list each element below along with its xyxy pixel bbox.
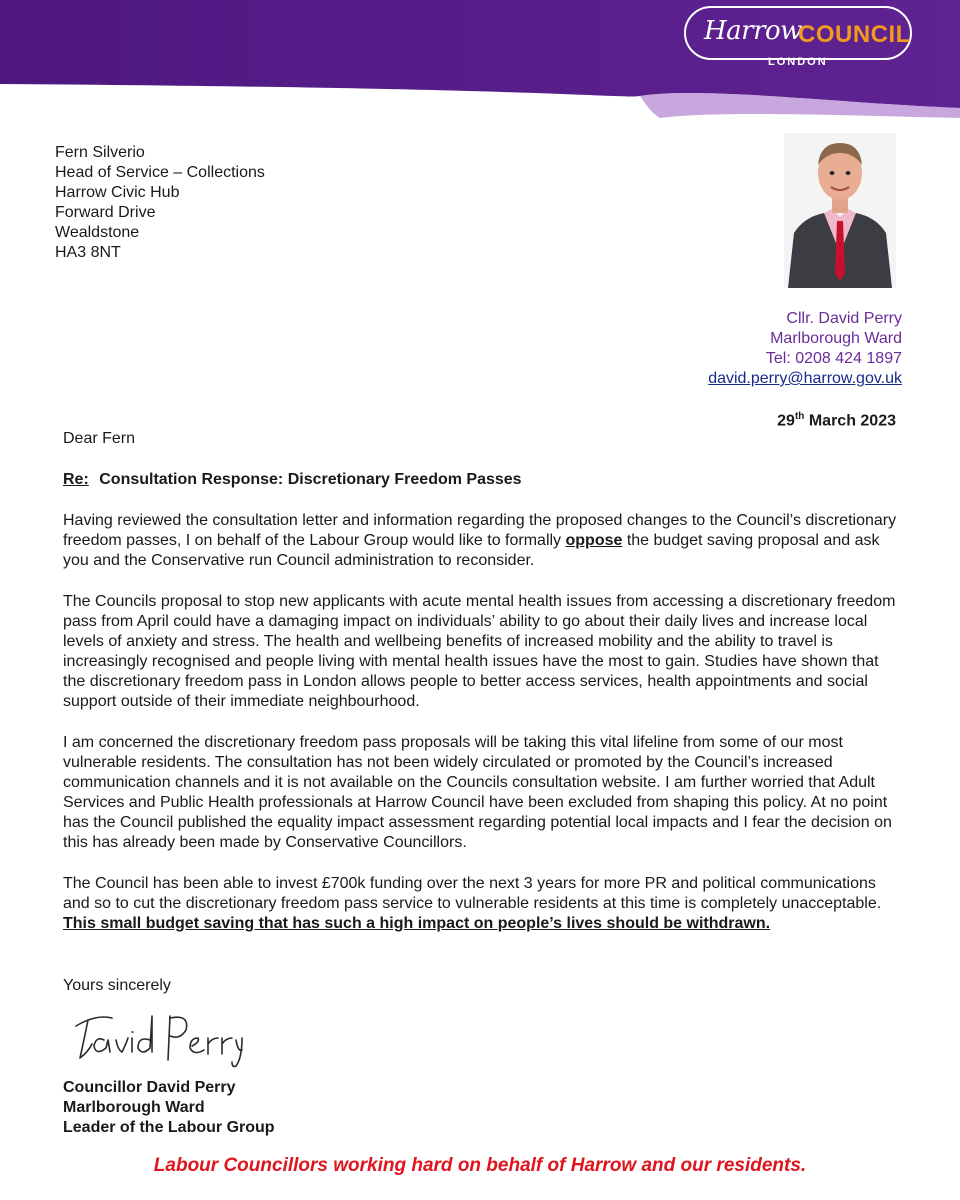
signoff-block [63, 1078, 275, 1138]
sender-ward: Marlborough Ward [770, 330, 902, 347]
subject-text: Consultation Response: Discretionary Freedom Passes [99, 471, 522, 488]
recipient-name: Fern Silverio [55, 144, 145, 161]
sender-name: Cllr. David Perry [786, 310, 902, 327]
body-paragraph-4 [63, 874, 903, 934]
sender-email-link[interactable]: david.perry@harrow.gov.uk [708, 370, 902, 387]
sender-phone: Tel: 0208 424 1897 [765, 350, 902, 367]
date-suffix: th [794, 411, 805, 422]
body-paragraph-2: The Councils proposal to stop new applicants with acute mental health issues from accessing a discretionary freedom pass from April could have a damaging impact on individuals’ ability to go about their daily lives and increase local levels of anxiety and stress. The health and wellbeing benefits of increased mobility and the ability to travel is increasingly recognised and people living with mental health issues have the most to gain. Studies have shown that the discretionary freedom pass in London allows people to better access services, health appointments and social support outside of their immediate neighbourhood. [63, 593, 896, 710]
recipient-address [55, 143, 265, 263]
recipient-title: Head of Service – Collections [55, 164, 265, 181]
body-paragraph-1 [63, 511, 903, 571]
sender-details [708, 309, 902, 389]
subject-line [63, 471, 522, 489]
recipient-address-line: Forward Drive [55, 204, 156, 221]
salutation: Dear Fern [63, 430, 136, 447]
closing: Yours sincerely [63, 977, 171, 994]
subject-prefix: Re: [63, 471, 89, 488]
signoff-ward: Marlborough Ward [63, 1099, 205, 1116]
logo-location: LONDON [768, 56, 828, 68]
p4-emphasis: This small budget saving that has such a high impact on people’s lives should be withdrawn. [63, 915, 771, 932]
body-paragraph-3: I am concerned the discretionary freedom pass proposals will be taking this vital lifeline from some of our most vulnerable residents. The consultation has not been widely circulated or promoted by the Council’s increased communication channels and it is not available on the Councils consultation website. I am further worried that Adult Services and Public Health professionals at Harrow Council have been excluded from shaping this policy. At no point has the Council published the equality impact assessment regarding potential local impacts and I fear the decision on this has already been made by Conservative Councillors. [63, 734, 892, 851]
date-month-year: March 2023 [804, 412, 896, 430]
signoff-role: Leader of the Labour Group [63, 1119, 275, 1136]
councillor-photo [784, 133, 896, 288]
harrow-council-logo [684, 6, 912, 60]
date-day: 29 [777, 412, 795, 430]
logo-wordmark-council: COUNCIL [798, 21, 911, 48]
footer-tagline: Labour Councillors working hard on behalf of Harrow and our residents. [153, 1155, 807, 1176]
letter-date [777, 411, 896, 430]
signoff-name: Councillor David Perry [63, 1079, 236, 1096]
p1-emphasis: oppose [565, 532, 623, 549]
handwritten-signature [66, 1000, 246, 1075]
p1-text-b: the budget saving proposal and ask you and the Conservative run Council administration to reconsider. [63, 532, 880, 569]
recipient-address-line: Harrow Civic Hub [55, 184, 180, 201]
p1-text-a: Having reviewed the consultation letter and information regarding the proposed changes to the Council’s discretionary freedom passes, I on behalf of the Labour Group would like to formally [63, 512, 897, 549]
logo-wordmark-harrow: Harrow [704, 16, 802, 46]
p4-text: The Council has been able to invest £700k funding over the next 3 years for more PR and political communications and so to cut the discretionary freedom pass service to vulnerable residents at this time is completely unacceptable. [63, 875, 882, 912]
recipient-address-line: Wealdstone [55, 224, 140, 241]
recipient-postcode: HA3 8NT [55, 244, 121, 261]
